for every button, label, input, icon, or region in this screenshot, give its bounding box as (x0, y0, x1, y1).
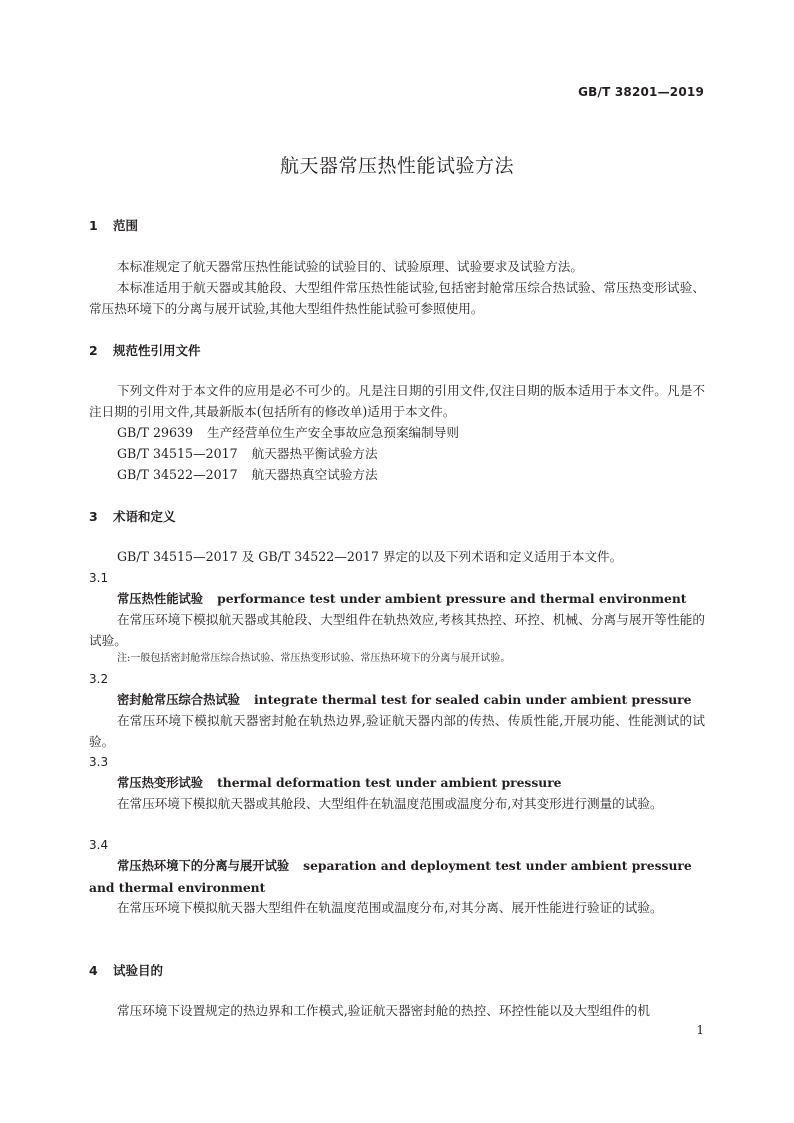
section-1-heading (89, 215, 705, 236)
term-note: 注:一般包括密封舱常压综合热试验、常压热变形试验、常压热环境下的分离与展开试验。 (117, 653, 511, 664)
section-1-paragraph-1: 本标准规定了航天器常压热性能试验的试验目的、试验原理、试验要求及试验方法。 (117, 259, 583, 274)
section-4-paragraph-1: 常压环境下设置规定的热边界和工作模式,验证航天器密封舱的热控、环控性能以及大型组件的机 (117, 1003, 650, 1018)
page-number: 1 (696, 1023, 704, 1037)
term-definition: 在常压环境下模拟航天器大型组件在轨温度范围或温度分布,对其分离、展开性能进行验证的试验。 (117, 900, 663, 915)
normative-reference (89, 422, 733, 443)
clause-number: 3.2 (89, 672, 109, 686)
term-entry (89, 855, 705, 898)
clause-number: 3.4 (89, 838, 109, 852)
standard-code: GB/T 38201—2019 (578, 85, 704, 99)
document-title: 航天器常压热性能试验方法 (279, 155, 514, 177)
section-4-heading (89, 960, 705, 981)
section-number: 2 (89, 343, 98, 358)
section-3-heading (89, 506, 705, 527)
term-zh: 常压热环境下的分离与展开试验 (117, 859, 290, 873)
term-zh: 密封舱常压综合热试验 (117, 693, 240, 707)
section-3-paragraph-1: GB/T 34515—2017 及 GB/T 34522—2017 界定的以及下列术语和定义适用于本文件。 (117, 549, 623, 564)
term-en: performance test under ambient pressure and thermal environment (217, 591, 687, 606)
term-zh: 常压热性能试验 (117, 592, 204, 606)
section-title: 规范性引用文件 (113, 343, 201, 358)
section-title: 范围 (113, 218, 139, 233)
section-1-paragraph-2: 本标准适用于航天器或其舱段、大型组件常压热性能试验,包括密封舱常压综合热试验、常压热变形试验、常压热环境下的分离与展开试验,其他大型组件热性能试验可参照使用。 (89, 280, 705, 316)
section-2-heading (89, 340, 705, 361)
term-definition: 在常压环境下模拟航天器密封舱在轨热边界,验证航天器内部的传热、传质性能,开展功能、性能测试的试验。 (89, 713, 705, 749)
term-definition: 在常压环境下模拟航天器或其舱段、大型组件在轨热效应,考核其热控、环控、机械、分离与展开等性能的试验。 (89, 612, 705, 648)
section-title: 试验目的 (113, 963, 164, 978)
section-number: 4 (89, 963, 98, 978)
section-2-paragraph-1: 下列文件对于本文件的应用是必不可少的。凡是注日期的引用文件,仅注日期的版本适用于本文件。凡是不注日期的引用文件,其最新版本(包括所有的修改单)适用于本文件。 (89, 383, 705, 419)
reference-name: 生产经营单位生产安全事故应急预案编制导则 (207, 425, 459, 440)
clause-number: 3.1 (89, 571, 109, 585)
section-title: 术语和定义 (113, 509, 176, 524)
term-entry (89, 689, 733, 711)
clause-number: 3.3 (89, 755, 109, 769)
section-number: 3 (89, 509, 98, 524)
section-number: 1 (89, 218, 98, 233)
normative-reference (89, 443, 733, 464)
term-entry (89, 588, 733, 610)
reference-code: GB/T 34522—2017 (117, 467, 238, 482)
reference-name: 航天器热平衡试验方法 (251, 446, 378, 461)
reference-code: GB/T 34515—2017 (117, 446, 238, 461)
reference-code: GB/T 29639 (117, 425, 194, 440)
term-definition: 在常压环境下模拟航天器或其舱段、大型组件在轨温度范围或温度分布,对其变形进行测量的试验。 (117, 796, 663, 811)
term-en: separation and deployment test under ambient pressure and thermal environment (89, 858, 692, 895)
reference-name: 航天器热真空试验方法 (251, 467, 378, 482)
term-entry (89, 772, 733, 794)
normative-reference (89, 464, 733, 485)
term-zh: 常压热变形试验 (117, 776, 204, 790)
term-en: thermal deformation test under ambient pressure (217, 775, 562, 790)
term-en: integrate thermal test for sealed cabin under ambient pressure (253, 692, 692, 707)
